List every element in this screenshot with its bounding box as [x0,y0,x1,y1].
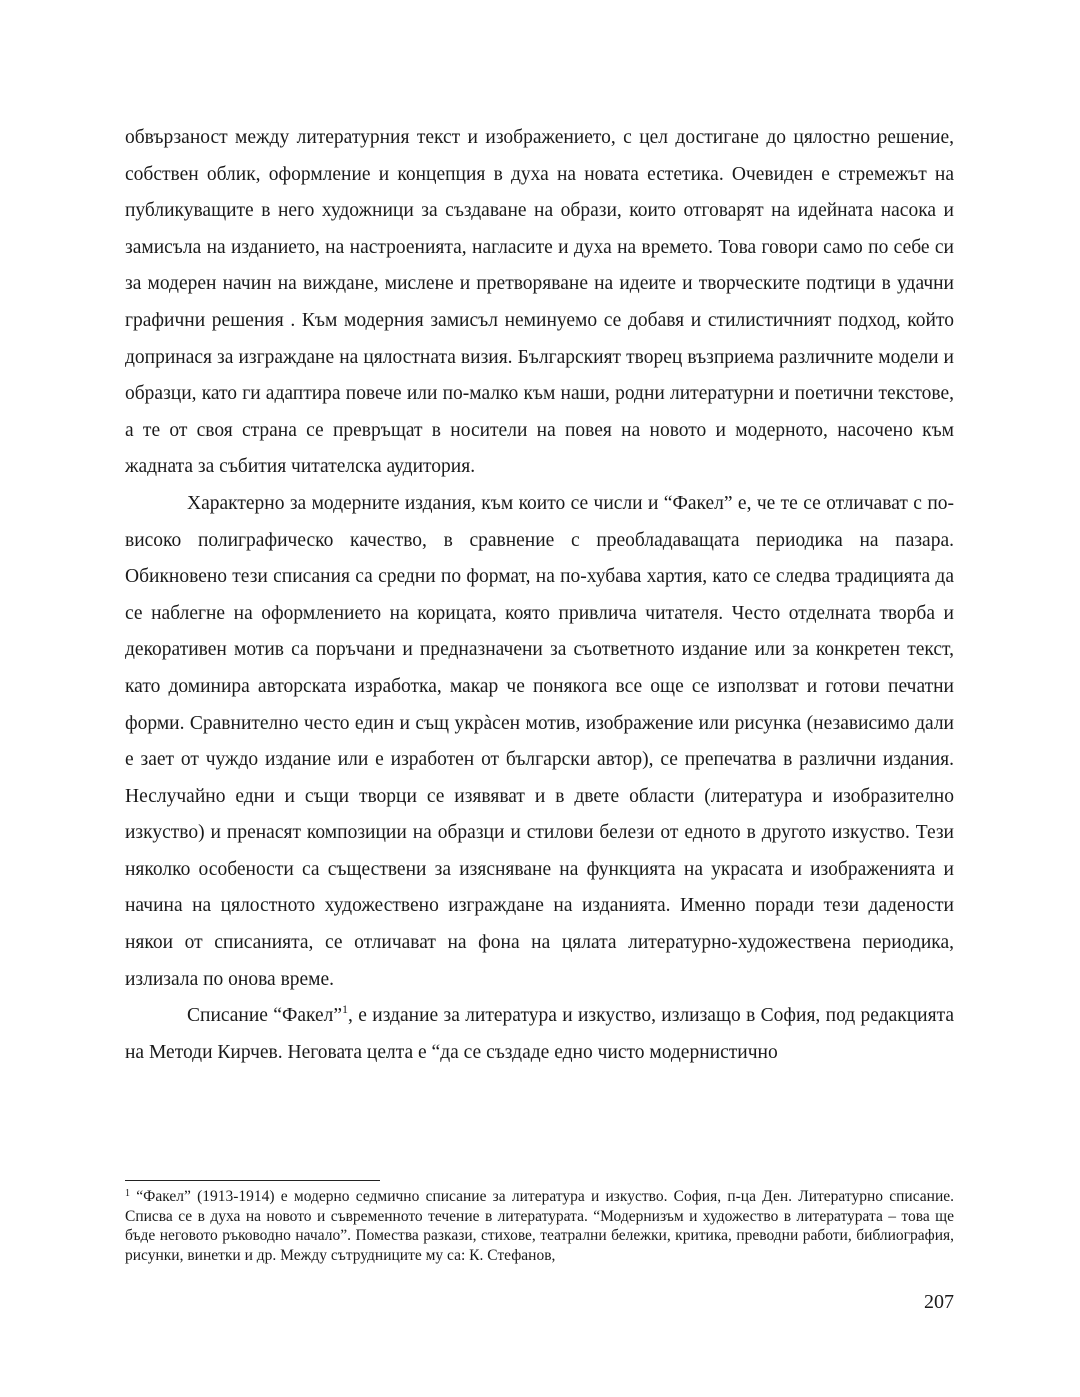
paragraph-1: обвързаност между литературния текст и изображението, с цел достигане до цялостно решение, собствен облик, оформление и концепция в духа на новата естетика. Очевиден е стремежът на публикуващите в него художници за създаване на образи, които отговарят на идейната насока и замисъла на изданието, на настроенията, нагласите и духа на времето. Това говори само по себе си за модерен начин на виждане, мислене и претворяване на идеите и творческите подтици в удачни графични решения . Към модерния замисъл неминуемо се добавя и стилистичният подход, който допринася за изграждане на цялостната визия. Българският творец възприема различните модели и образци, като ги адаптира повече или по-малко към наши, родни литературни и поетични текстове, а те от своя страна се превръщат в носители на повея на новото и модерното, насочено към жадната за събития читателска аудитория. [125,127,954,478]
paragraph-3-rest: , е издание за литература и изкуство, излизащо в София, под редакцията на Методи Кирчев. Неговата целта е “да се създаде едно чисто модернистично [125,1005,954,1063]
page-number: 207 [924,1291,954,1313]
paragraph-3-start: Списание “Факел” [187,1005,343,1027]
footnote-marker: 1 [125,1188,130,1199]
main-text [125,120,954,1071]
paragraph-3 [125,998,954,1071]
footnote [125,1187,954,1265]
footnote-text: “Факел” (1913-1914) е модерно седмично списание за литература и изкуство. София, п-ца Ден. Литературно списание. Списва се в духа на новото и съвременното течение в литературата. “Модернизъм и художество в литературата – това ще бъде неговото ръководно начало”. Помества разкази, стихове, театрални бележки, критика, преводни работи, библиография, рисунки, винетки и др. Между сътрудниците му са: К. Стефанов, [125,1188,954,1264]
footnote-separator [125,1180,380,1181]
footnote-reference[interactable]: 1 [342,1002,349,1017]
paragraph-2: Характерно за модерните издания, към които се числи и “Факел” е, че те се отличават с по-високо полиграфическо качество, в сравнение с преобладаващата периодика на пазара. Обикновено тези списания са средни по формат, на по-хубава хартия, като се следва традицията да се наблегне на оформлението на корицата, която привлича читателя. Често отделната творба и декоративен мотив са поръчани и предназначени за съответното издание или за конкретен текст, като доминира авторската изработка, макар че понякога все още се използват и готови печатни форми. Сравнително често един и същ укрàсен мотив, изображение или рисунка (независимо дали е зает от чуждо издание или е изработен от български автор), се препечатва в различни издания. Неслучайно едни и същи творци се изявяват и в двете области (литература и изобразително изкуство) и пренасят композиции на образци и стилови белези от едното в другото изкуство. Тези няколко особености са съществени за изясняване на функцията на украсата и изображенията и начина на цялостното художествено изграждане на изданията. Именно поради тези дадености някои от списанията, се отличават на фона на цялата литературно-художествена периодика, излизала по онова време. [125,492,954,990]
